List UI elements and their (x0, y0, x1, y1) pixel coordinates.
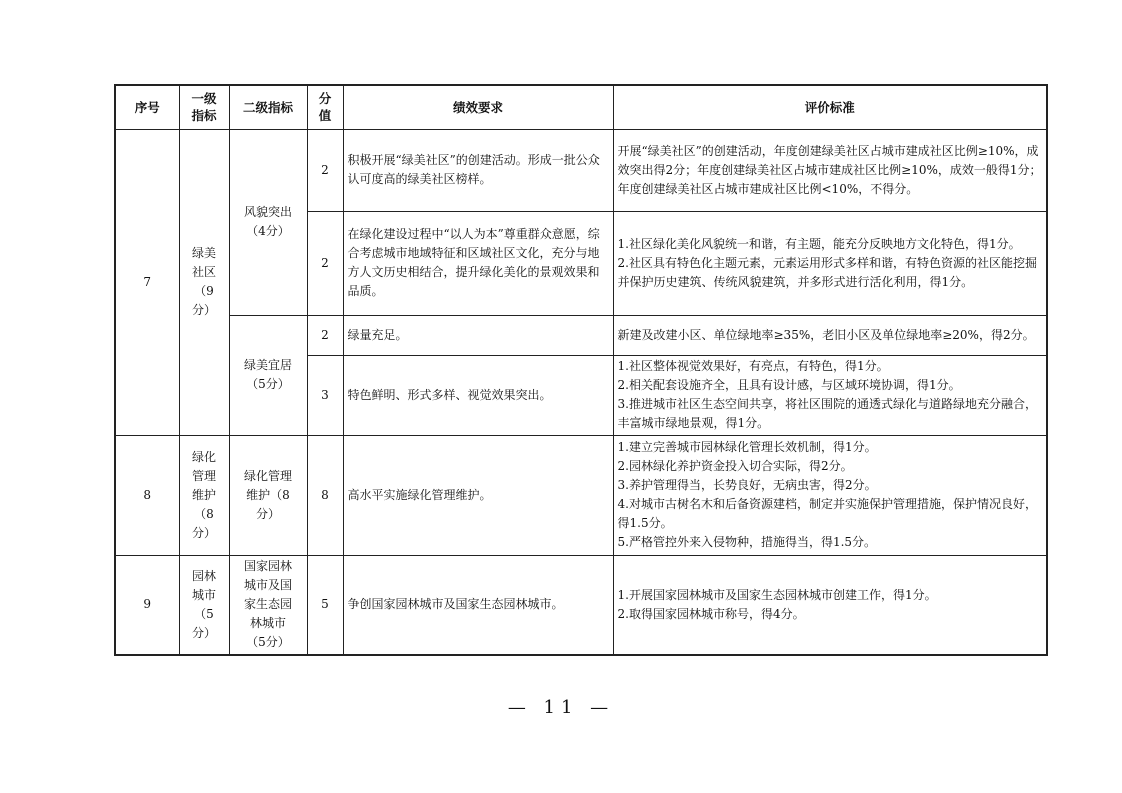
row-number: 8 (115, 435, 179, 555)
criteria-cell: 开展“绿美社区”的创建活动，年度创建绿美社区占城市建成社区比例≥10%，成效突出得2分；年度创建绿美社区占城市建成社区比例≥10%，成效一般得1分；年度创建绿美社区占城市建成社区比例<10%，不得分。 (613, 129, 1047, 211)
row-number: 7 (115, 129, 179, 435)
criteria-cell: 1.建立完善城市园林绿化管理长效机制，得1分。 2.园林绿化养护资金投入切合实际，得2分。 3.养护管理得当，长势良好，无病虫害，得2分。 4.对城市古树名木和后备资源建档，制定并实施保护管理措施，保护情况良好，得1.5分。 5.严格管控外来入侵物种，措施得当，得1.5分。 (613, 435, 1047, 555)
requirement-cell: 特色鲜明、形式多样、视觉效果突出。 (343, 355, 613, 435)
row-number: 9 (115, 555, 179, 655)
table-row (115, 129, 1047, 211)
evaluation-table (114, 84, 1048, 656)
header-criteria: 评价标准 (613, 85, 1047, 129)
requirement-cell: 争创国家园林城市及国家生态园林城市。 (343, 555, 613, 655)
level2-indicator: 风貌突出 （4分） (229, 129, 307, 315)
score-cell: 2 (307, 315, 343, 355)
table-row (115, 315, 1047, 355)
requirement-cell: 绿量充足。 (343, 315, 613, 355)
requirement-cell: 积极开展“绿美社区”的创建活动。形成一批公众认可度高的绿美社区榜样。 (343, 129, 613, 211)
table-header-row (115, 85, 1047, 129)
header-requirement: 绩效要求 (343, 85, 613, 129)
level2-indicator: 国家园林 城市及国 家生态园 林城市 （5分） (229, 555, 307, 655)
header-score: 分 值 (307, 85, 343, 129)
level1-indicator: 绿化 管理 维护 （8 分） (179, 435, 229, 555)
requirement-cell: 高水平实施绿化管理维护。 (343, 435, 613, 555)
score-cell: 2 (307, 211, 343, 315)
level1-indicator: 绿美 社区 （9 分） (179, 129, 229, 435)
criteria-cell: 1.开展国家园林城市及国家生态园林城市创建工作，得1分。 2.取得国家园林城市称号，得4分。 (613, 555, 1047, 655)
level1-indicator: 园林 城市 （5 分） (179, 555, 229, 655)
header-level1: 一级 指标 (179, 85, 229, 129)
table-row (115, 435, 1047, 555)
criteria-cell: 1.社区整体视觉效果好，有亮点，有特色，得1分。 2.相关配套设施齐全，且具有设计感，与区域环境协调，得1分。 3.推进城市社区生态空间共享，将社区围院的通透式绿化与道路绿地充分融合，丰富城市绿地景观，得1分。 (613, 355, 1047, 435)
header-no: 序号 (115, 85, 179, 129)
requirement-cell: 在绿化建设过程中“以人为本”尊重群众意愿，综合考虑城市地域特征和区域社区文化，充分与地方人文历史相结合，提升绿化美化的景观效果和品质。 (343, 211, 613, 315)
table-row (115, 555, 1047, 655)
level2-indicator: 绿化管理 维护（8 分） (229, 435, 307, 555)
page-number: — 11 — (507, 697, 615, 718)
criteria-cell: 新建及改建小区、单位绿地率≥35%，老旧小区及单位绿地率≥20%，得2分。 (613, 315, 1047, 355)
level2-indicator: 绿美宜居 （5分） (229, 315, 307, 435)
criteria-cell: 1.社区绿化美化风貌统一和谐，有主题，能充分反映地方文化特色，得1分。 2.社区具有特色化主题元素，元素运用形式多样和谐，有特色资源的社区能挖掘并保护历史建筑、传统风貌建筑，并多形式进行活化利用，得1分。 (613, 211, 1047, 315)
score-cell: 3 (307, 355, 343, 435)
header-level2: 二级指标 (229, 85, 307, 129)
score-cell: 8 (307, 435, 343, 555)
score-cell: 2 (307, 129, 343, 211)
score-cell: 5 (307, 555, 343, 655)
